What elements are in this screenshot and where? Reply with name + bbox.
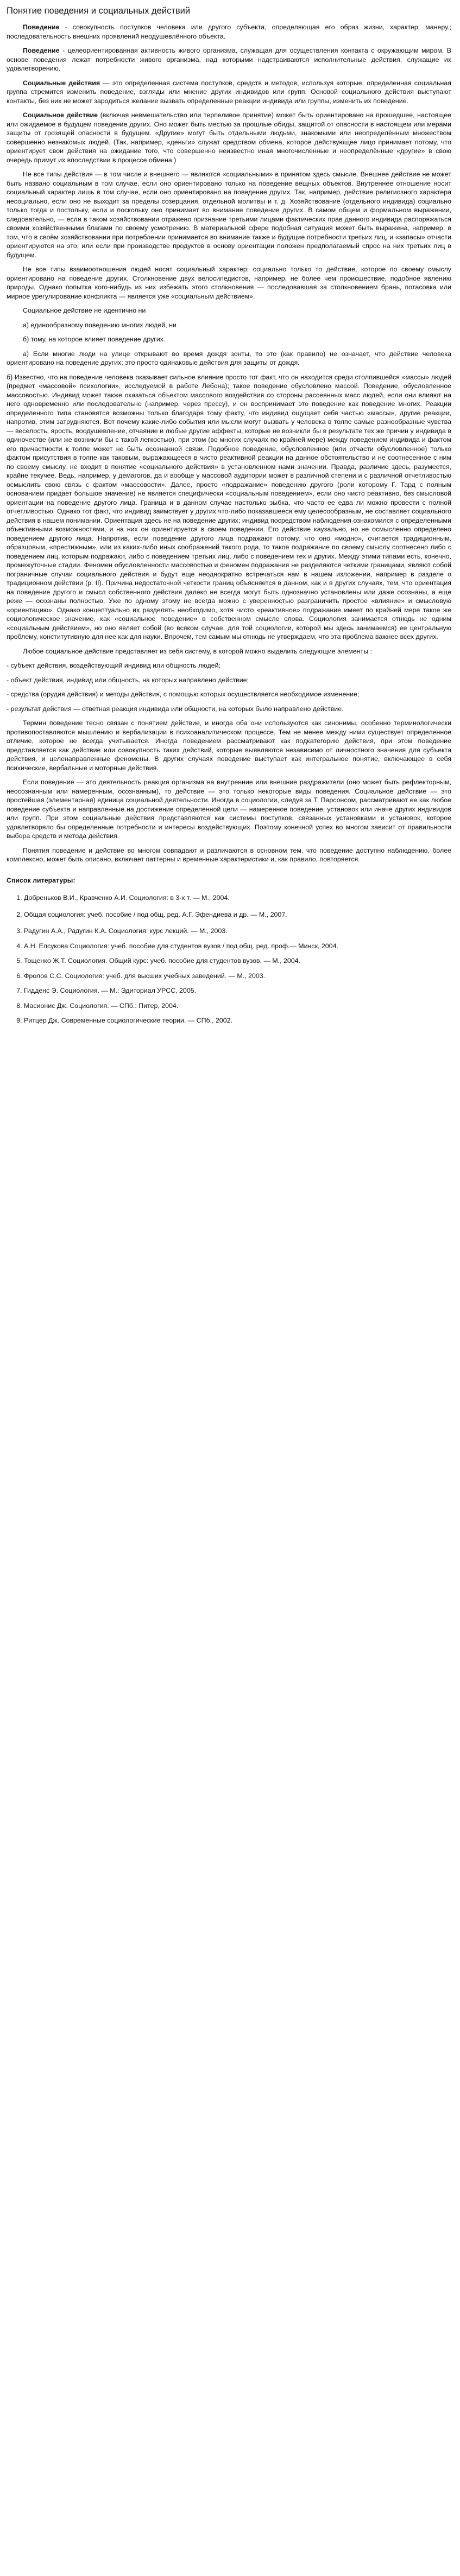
paragraph-text: — это определенная система поступков, средств и методов, используя которые, определенная социальная группа стремится изменить поведение, взгляды или мнение других индивидов или групп. Основой социального действия выступают контакты, без них не может зародиться желание вызвать определенные реакции индивида или группы, изменить их поведение. xyxy=(7,79,451,105)
list-item: б) тому, на которое влияет поведение других. xyxy=(23,335,166,343)
paragraph-conclusion: Понятия поведение и действие во многом совпадают и различаются в основном тем, что поведение доступно наблюдению, более комплексно, может быть описано, включает паттерны и временные характеристики и, как правило, повторяется. xyxy=(7,846,451,863)
element-item: - результат действия — ответная реакция индивида или общности, на которых было направлено действие. xyxy=(7,705,344,713)
element-item: - объект действия, индивид или общность, на которых направлено действие; xyxy=(7,676,249,684)
document-page xyxy=(0,0,460,1042)
reference-item: 4. А.Н. Елсукова Социология: учеб. пособие для студентов вузов / под общ. ред. проф.— Минск, 2004. xyxy=(24,942,451,951)
paragraph-text: - совокупность поступков человека или другого субъекта, определяющая его образ жизни, характер, манеру.; последовательность внешних проявлений неодушевлённого объекта. xyxy=(7,23,451,40)
reference-item: 2. Общая социология: учеб. пособие / под общ. ред. А.Г. Эфендиева и др. — М., 2007. xyxy=(24,910,451,919)
reference-item: 1. Добреньков В.И., Кравченко А.И. Социология: в 3-х т. — М., 2004. xyxy=(24,893,451,903)
term: Социальное действие xyxy=(23,111,98,119)
reference-item: 3. Радугин А.А., Радугин К.А. Социология: курс лекций. — М., 2003. xyxy=(24,927,451,936)
reference-item: 9. Ритцер Дж. Современные социологические теории. — СПб., 2002. xyxy=(24,1016,451,1025)
reference-item: 6. Фролов С.С. Социология: учеб. для высших учебных заведений. — М., 2003. xyxy=(24,972,451,981)
reference-item: 7. Гидденс Э. Социология. — М.: Эдиториал УРСС, 2005. xyxy=(24,986,451,995)
paragraph-social-actions-def xyxy=(7,79,451,106)
references-title: Список литературы: xyxy=(7,876,75,884)
element-item: - субъект действия, воздействующий индивид или общность людей; xyxy=(7,662,220,669)
paragraph-behavior-vs-action: Если поведение — это деятельность реакция организма на внутренние или внешние раздражители (оно может быть рефлекторным, неосознанным или намеренным, осознанным), то действие — это только некоторые виды поведения. Социальное действие — это простейшая (элементарная) единица социальной деятельности. Иногда в социологии, следуя за Т. Парсонсом, рассматривают ее как любое поведение субъекта и направленные на достижение определенной цели — намеренное поведение, установок или иначе других индивидов или групп. При этом социальные действия представляются как системы поступков, связанных установками и установок, которое удовлетворяло бы определенные потребности и интересы воздействующих. Поэтому конечной успех во многом зависит от правильности выбора средств и метода действия. xyxy=(7,778,451,840)
term: Поведение xyxy=(23,47,60,54)
element-item: - средства (орудия действия) и методы действия, с помощью которых осуществляется необходимое изменение; xyxy=(7,690,360,698)
paragraph-elements-intro: Любое социальное действие представляет из себя систему, в которой можно выделить следующие элементы : xyxy=(23,647,373,655)
paragraph-behavior-def-2 xyxy=(7,46,451,73)
page-title: Понятие поведения и социальных действий xyxy=(7,6,191,16)
paragraph-not-all-social: Не все типы действия — в том числе и внешнего — являются «социальными» в принятом здесь смысле. Внешнее действие не может быть названо социальным в том случае, если оно ориентировано только на поведение вещных объектов. Внутреннее отношение носит социальный характер лишь в том случае, если оно ориентировано на поведение других. Так, например, действие религиозного характера несоциально, если оно не выходит за пределы созерцания, отдельной молитвы и т. д. Хозяйствование (отдельного индивида) социально только тогда и постольку, если и поскольку оно принимает во внимание поведение других. В самом общем и формальном выражении, следовательно, — если в таком хозяйствовании отражено признание третьими лицами фактических прав данного индивида распоряжаться своими хозяйственными благами по своему усмотрению. В материальной сфере подобная ситуация может быть выражена, например, в том, что в своём хозяйствовании при потреблении принимается во внимание также и будущие потребности третьих лиц, и «запасы» отчасти ориентируются на это; или если при производстве продуктов в основу ориентации положен предполагаемый спрос на них третьих лиц в будущем. xyxy=(7,170,451,259)
paragraph-text: - целеориентированная активность живого организма, служащая для осуществления контакта с окружающим миром. В основе поведения лежат потребности живого организма, над которыми надстраиваются исполнительные действия, служащие их удовлетворению. xyxy=(7,47,451,72)
paragraph-social-action xyxy=(7,111,451,164)
paragraph-relations: Не все типы взаимоотношения людей носят социальный характер; социально только то действие, которое по своему смыслу ориентировано на поведение других. Столкновение двух велосипедистов, например, не более чем происшествие, подобное явлению природы. Однако попытка кого-нибудь из них избежать этого столкновения — последовавшая за столкновением брань, потасовка или мирное урегулирование конфликта — является уже «социальным действием». xyxy=(7,265,451,300)
paragraph-not-identical: Социальное действие не идентично ни xyxy=(23,307,146,314)
paragraph-behavior-term: Термин поведение тесно связан с понятием действие, и иногда оба они используются как синонимы, особенно терминологически противопоставляются мышлению и вербализации в психоаналитическом процессе. Тем не менее между ними существует определенное отличие, которое не всегда учитывается. Иногда поведением рассматривают как подкатегорию действия, при этом поведение представляется как действие или совокупность таких действий, которые выявляются независимо от личностного значения для субъекта действия, и целенаправленные феномены. В других случаях поведение выступает как интегральное понятие, включающее в себя психические, вербальные и моторные действия. xyxy=(7,719,451,772)
reference-item: 5. Тощенко Ж.Т. Социология. Общий курс: учеб. пособие для студентов вузов. — М., 2004. xyxy=(24,956,451,966)
reference-item: 8. Масионис Дж. Социология. — СПб.: Питер, 2004. xyxy=(24,1001,451,1011)
paragraph-mass-behavior: б) Известно, что на поведение человека оказывает сильное влияние просто тот факт, что он находится среди столпившейся «массы» людей (предмет «массовой» психологии», исследуемой в работе Лебона); такое поведение обусловлено массой. Поведение, обусловленное массовостью. Индивид может также оказаться объектом массового воздействия со стороны рассеянных масс людей, если они влияют на него одновременно или последовательно (например, через прессу), и он воспринимает это поведение как поведение многих. Реакции определенного типа становятся возможны только благодаря тому факту, что индивид ощущает себя частью «массы», другие реакции, напротив, этим затрудняются. Вот почему какие-либо события или мысли могут вызвать у человека в толпе самые разнообразные чувства — веселость, ярость, воодушевление, отчаяние и любые другие аффекты, которые не возникли бы в результате тех же причин у индивида в одиночестве (или же возникли бы с такой легкостью), при этом (во многих случаях по крайней мере) между поведением индивида и фактом его причастности к толпе может не быть осознанной связи. Подобное поведение, обусловленное (или отчасти обусловленное) только фактом присутствия в толпе как таковым, выражающееся в чисто реактивной реакции на данное обстоятельство и не соотнесенное с ним по своему смыслу, не входит в понятие «социального действия» в установленном нами значении. Правда, различие здесь, разумеется, крайне текучее. Ведь, например, у демагогов, да и вообще у массовой аудитории может в различной степени и с различной отчетливостью осмыслить свою связь с фактом «массовости». Далее, просто «подражание» поведению другого (роли которому Г. Тард с полным основанием придает большое значение) не является специфически «социальным поведением», если оно чисто реактивно, без смысловой ориентации на поведение другого лица. Граница и в данном случае настолько зыбка, что часто ее едва ли можно провести с полной отчетливостью. Однако тот факт, что индивид заимствует у других что-либо показавшееся ему целесообразным, не составляет социального действия в нашем понимании. Ориентация здесь не на поведение других; индивид посредством наблюдения ознакомился с определенными объективными возможностями, и на них он ориентируется в своем поведении. Его действие каузально, но не осмысленно определено поведением другого лица. Напротив, если поведение другого лица подражают потому, что оно «модно», считается традиционным, образцовым, «престижным», или из каких-либо иных соображений такого рода, то такое подражание по своему смыслу соотнесено либо с поведением лиц, которым подражают, либо с поведением третьих лиц, либо с поведением тех и других. Между этими типами есть, конечно, промежуточные стадии. Феномен обусловленности массовостью и феномен подражания не разделяются четкими границами, являют собой пограничные случаи социального действия и будут еще неоднократно встречаться нам в нашем изложении, например в разделе о традиционном действии (р. II). Причина недостаточной четкости границ объясняется в данном, как и в других случаях, тем, что ориентация на поведение другого и смысл собственного действия далеко не всегда могут быть однозначно установлены или даже осознаны, а еще реже — осознаны полностью. Уже по одному этому не всегда можно с уверенностью разграничить простое «влияние» и смысловую «ориентацию». Однако концептуально их разделять необходимо, хотя чисто «реактивное» подражание имеет по крайней мере такое же социологическое значение, как «социальное поведение» в собственном смысле слова. Социология занимается отнюдь не одним «социальным действием», но оно являет собой (во всяком случае, для той социологии, которой мы здесь занимаемся) ее центральную проблему, конститутивную для нее как для науки. Впрочем, тем самым мы отнюдь не утверждаем, что эта проблема важнее всех других. xyxy=(7,373,451,640)
term: Поведение xyxy=(23,23,60,31)
term: Социальные действия xyxy=(23,79,100,87)
paragraph-behavior-def-1 xyxy=(7,23,451,41)
paragraph-text: (включая невмешательство или терпеливое принятие) может быть ориентировано на прошедшее, настоящее или ожидаемое в будущем поведение других. Оно может быть местью за прошлые обиды, защитой от опасности в настоящем или мерами защиты от грозящей опасности в будущем. «Другие» могут быть отдельными людьми, знакомыми или неопределённым множеством совершенно незнакомых людей. (Так, например, «деньги» служат средством обмена, которое действующее лицо принимает потому, что ориентирует свои действия на ожидание того, что совершенно неизвестно иная многочисленные и неопределённые «другие» в свою очередь примут их впоследствии в процессе обмена.) xyxy=(7,111,452,164)
list-item: а) единообразному поведению многих людей, ни xyxy=(23,321,177,329)
references-list xyxy=(7,893,451,1025)
paragraph-umbrellas: а) Если многие люди на улице открывают во время дождя зонты, то это (как правило) не означает, что действие человека ориентировано на поведение других; это просто одинаковые действия для защиты от дождя. xyxy=(7,350,451,366)
